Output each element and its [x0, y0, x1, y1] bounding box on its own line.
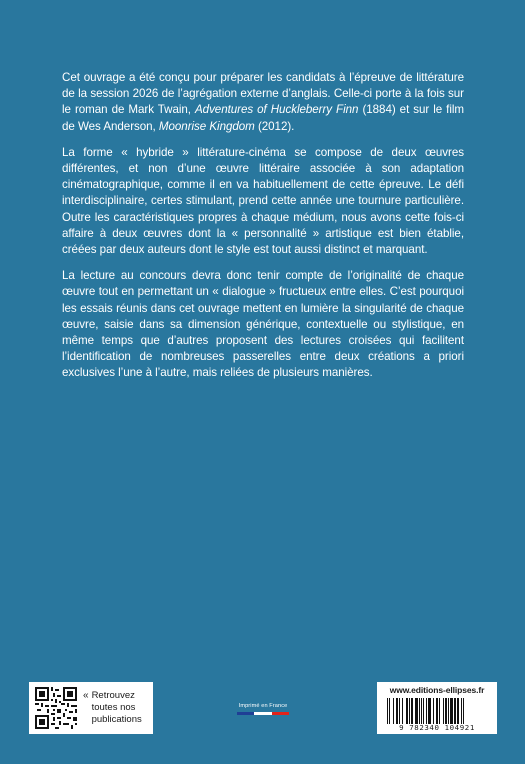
- barcode-bar: [409, 698, 410, 724]
- isbn-digits: 9 782340 104921: [399, 723, 475, 732]
- novel-title: Adventures of Huckleberry Finn: [194, 103, 359, 117]
- barcode-bar: [433, 698, 434, 724]
- qr-publications-box[interactable]: [29, 682, 153, 734]
- back-cover-text: [62, 70, 464, 392]
- barcode-bar: [399, 698, 400, 724]
- barcode-bar: [423, 698, 424, 724]
- barcode-bar: [443, 698, 444, 724]
- barcode-bar: [415, 698, 418, 724]
- double-chevron-icon: «: [83, 690, 89, 701]
- barcode-bar: [450, 698, 453, 724]
- film-title: Moonrise Kingdom: [158, 119, 255, 133]
- barcode-bar: [445, 698, 447, 724]
- barcode-bar: [436, 698, 438, 724]
- barcode-bar: [457, 698, 459, 724]
- intro-text-3: (2012).: [254, 119, 295, 133]
- barcode-bar: [402, 698, 403, 724]
- paragraph-intro: [62, 70, 464, 135]
- barcode-bar: [461, 698, 462, 724]
- barcode-bar: [389, 698, 390, 724]
- qr-label: [83, 690, 142, 726]
- barcode-bar: [419, 698, 420, 724]
- french-flag-icon: [237, 712, 289, 715]
- printed-in-france: [226, 703, 300, 715]
- website-url[interactable]: www.editions-ellipses.fr: [389, 685, 485, 695]
- printed-label: Imprimé en France: [238, 703, 288, 709]
- barcode-bar: [454, 698, 456, 724]
- barcode-bar: [393, 698, 394, 724]
- qr-label-line: Retrouvez: [91, 690, 135, 701]
- barcode-bar: [421, 698, 422, 724]
- intro-text-2: (1884) et sur le film de Wes Anderson,: [62, 103, 465, 133]
- barcode-bar: [406, 698, 408, 724]
- qr-code-icon: [35, 687, 77, 729]
- barcode-icon: [385, 698, 489, 724]
- barcode-bar: [411, 698, 413, 724]
- paragraph-preparation: La lecture au concours devra donc tenir compte de l’originalité de chaque œuvre tout en permettant un « dialogue » fructueux entre elles. C’est pourquoi les essais réunis dans cet ouvrage mettent en lumière la singularité de chaque œuvre, saisie dans sa dimension générique, contextuelle ou stylistique, en même temps que d’autres proposent des lectures croisées qui facilitent l’identification de nombreuses passerelles entre deux créations a priori exclusives l’une à l’autre, mais reliées de plusieurs manières.: [62, 269, 464, 380]
- qr-label-lines: [92, 690, 142, 726]
- paragraph-form: La forme « hybride » littérature-cinéma se compose de deux œuvres différentes, et non d’une œuvre littéraire associée à son adaptation cinématographique, comme il en va habituellement de cette épreuve. Le défi interdisciplinaire, certes stimulant, prend cette année une tournure particulière. Outre les caractéristiques propres à chaque médium, nous avons cette fois-ci affaire à deux œuvres dont la « personnalité » artistique est bien établie, créées par deux auteurs dont le style est tout aussi distinct et marquant.: [62, 145, 464, 257]
- barcode-bar: [426, 698, 427, 724]
- barcode-bar: [448, 698, 449, 724]
- intro-text: Cet ouvrage a été conçu pour préparer les candidats à l’épreuve de littérature de la session 2026 de l’agrégation externe d’anglais. Celle-ci porte à la fois sur le roman de Mark Twain,: [62, 71, 464, 117]
- barcode-bar: [387, 698, 388, 724]
- qr-label-line: toutes nos: [91, 702, 136, 713]
- barcode-bar: [463, 698, 464, 724]
- barcode-bar: [428, 698, 431, 724]
- barcode-bar: [439, 698, 440, 724]
- isbn-barcode-box: [377, 682, 497, 734]
- barcode-bar: [396, 698, 398, 724]
- qr-label-line: publications: [91, 714, 142, 725]
